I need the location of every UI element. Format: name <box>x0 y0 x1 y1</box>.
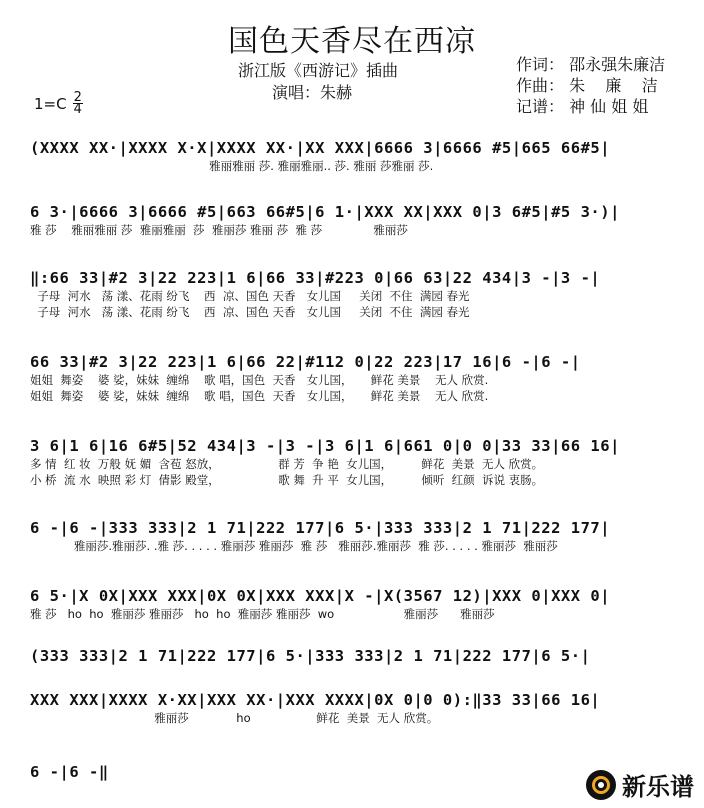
lyric-line: 雅丽莎.雅丽莎. .雅 莎. . . . . 雅丽莎 雅丽莎 雅 莎 雅丽莎.雅丽莎 雅 莎. . . . . 雅丽莎 雅丽莎 <box>30 539 558 553</box>
time-signature <box>73 92 83 115</box>
notation-line: ‖:66 33|#2 3|22 223|1 6|66 33|#223 0|66 63|22 434|3 -|3 -| <box>30 269 601 287</box>
key-label: 1=C <box>34 94 67 113</box>
staff-row-9 <box>30 690 680 726</box>
transcriber-credit: 记谱： 神 仙 姐 姐 <box>516 97 649 116</box>
composer-credit: 作曲： 朱 廉 洁 <box>516 76 658 95</box>
lyric-line: 雅 莎 雅丽雅丽 莎 雅丽雅丽 莎 雅丽莎 雅丽 莎 雅 莎 雅丽莎 <box>30 223 408 237</box>
staff-row-3 <box>30 268 680 320</box>
staff-row-2 <box>30 202 680 238</box>
notation-line: 6 3·|6666 3|6666 #5|663 66#5|6 1·|XXX XX|XXX 0|3 6#5|#5 3·)| <box>30 203 620 221</box>
notation-line: (333 333|2 1 71|222 177|6 5·|333 333|2 1 71|222 177|6 5·| <box>30 647 591 665</box>
key-signature <box>34 92 83 115</box>
notation-line: 6 5·|X 0X|XXX XXX|0X 0X|XXX XXX|X -|X(3567 12)|XXX 0|XXX 0| <box>30 587 611 605</box>
staff-row-1 <box>30 138 680 174</box>
lyric-line: 姐姐 舞姿 婆 娑，妹妹 缠绵 歌 唱，国色 天香 女儿国， 鲜花 美景 无人 欣赏. <box>30 373 489 387</box>
lyric-line: 多 情 红 妆 万般 妩 媚 含苞 怒放， 群 芳 争 艳 女儿国， 鲜花 美景 无人 欣赏。 <box>30 457 544 471</box>
credits-block <box>516 54 665 117</box>
lyric-line: 子母 河水 荡 漾、花雨 纷飞 西 凉、国色 天香 女儿国 关闭 不住 满园 春光 <box>30 289 470 303</box>
lyric-line: 雅 莎 ho ho 雅丽莎 雅丽莎 ho ho 雅丽莎 雅丽莎 wo 雅丽莎 雅丽莎 <box>30 607 495 621</box>
site-logo <box>586 767 694 802</box>
lyric-line: 姐姐 舞姿 婆 娑，妹妹 缠绵 歌 唱，国色 天香 女儿国， 鲜花 美景 无人 欣赏. <box>30 389 489 403</box>
staff-row-4 <box>30 352 680 404</box>
meter-top: 2 <box>73 90 82 105</box>
song-title: 国色天香尽在西凉 <box>228 24 476 59</box>
vinyl-record-icon <box>586 770 616 800</box>
lyric-line: 雅丽雅丽 莎. 雅丽雅丽.. 莎. 雅丽 莎雅丽 莎. <box>30 159 434 173</box>
lyricist-credit: 作词： 邵永强朱廉洁 <box>516 55 666 74</box>
notation-line: (XXXX XX·|XXXX X·X|XXXX XX·|XX XXX|6666 3|6666 #5|665 66#5| <box>30 139 611 157</box>
staff-row-5 <box>30 436 680 488</box>
logo-text: 新乐谱 <box>622 773 694 801</box>
song-subtitle: 浙江版《西游记》插曲 <box>238 61 399 80</box>
notation-line: 6 -|6 -|333 333|2 1 71|222 177|6 5·|333 333|2 1 71|222 177| <box>30 519 611 537</box>
meter-bottom: 4 <box>73 102 82 117</box>
lyric-line: 雅丽莎 ho 鲜花 美景 无人 欣赏。 <box>30 711 439 725</box>
staff-row-6 <box>30 518 680 554</box>
staff-row-8 <box>30 646 680 666</box>
notation-line: 3 6|1 6|16 6#5|52 434|3 -|3 -|3 6|1 6|661 0|0 0|33 33|66 16| <box>30 437 620 455</box>
singer-credit: 演唱：朱赫 <box>272 83 353 102</box>
notation-line: XXX XXX|XXXX X·XX|XXX XX·|XXX XXXX|0X 0|0 0):‖33 33|66 16| <box>30 691 601 709</box>
lyric-line: 小 桥 流 水 映照 彩 灯 倩影 殿堂， 歌 舞 升 平 女儿国， 倾听 红颜 诉说 衷肠。 <box>30 473 544 487</box>
notation-line: 6 -|6 -‖ <box>30 763 109 781</box>
staff-row-7 <box>30 586 680 622</box>
notation-line: 66 33|#2 3|22 223|1 6|66 22|#112 0|22 223|17 16|6 -|6 -| <box>30 353 581 371</box>
staff-row-10 <box>30 762 680 782</box>
lyric-line: 子母 河水 荡 漾、花雨 纷飞 西 凉、国色 天香 女儿国 关闭 不住 满园 春光 <box>30 305 470 319</box>
